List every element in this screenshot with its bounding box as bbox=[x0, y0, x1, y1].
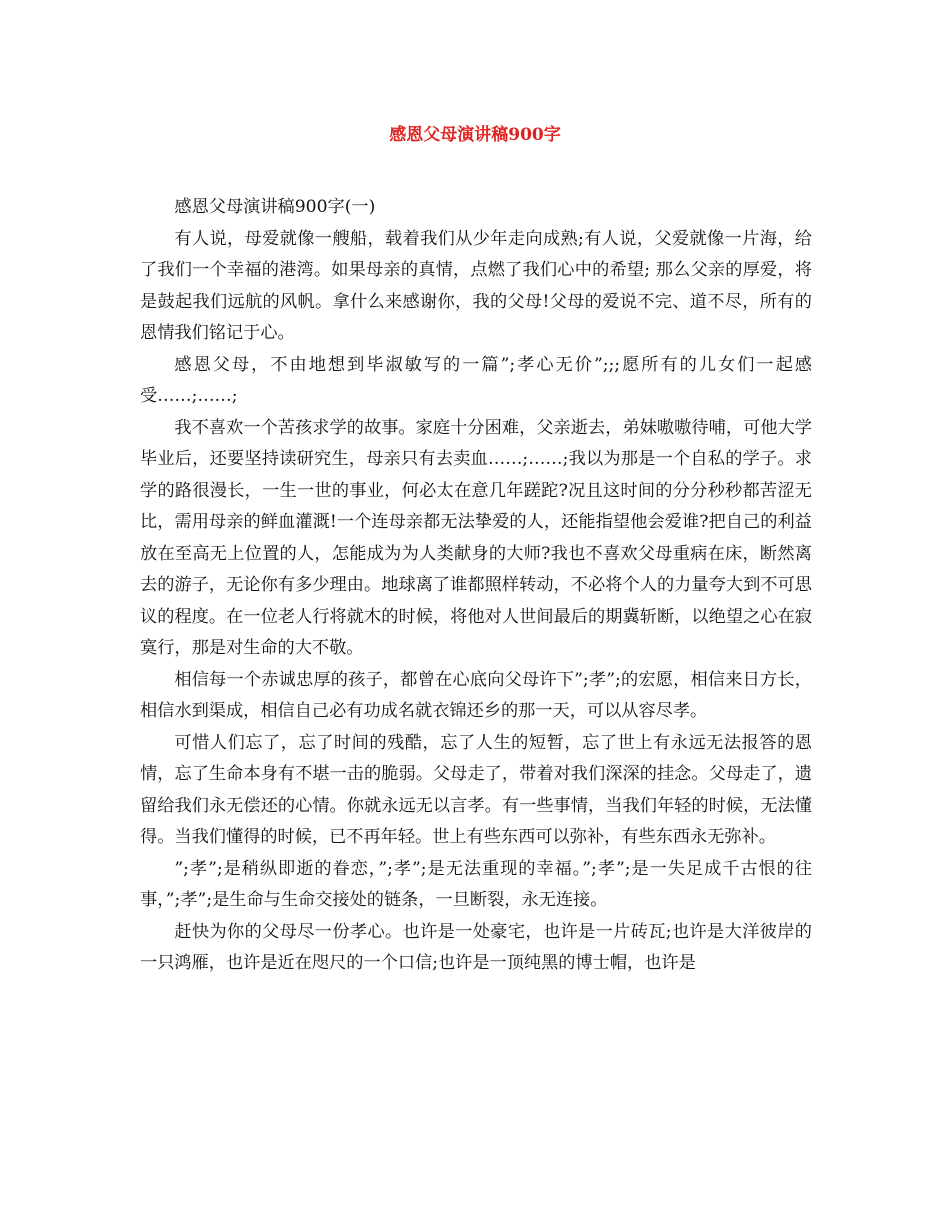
document-body bbox=[140, 192, 812, 980]
paragraph: 赶快为你的父母尽一份孝心。也许是一处豪宅，也许是一片砖瓦;也许是大洋彼岸的一只鸿雁，也许是近在咫尺的一个口信;也许是一顶纯黑的博士帽，也许是 bbox=[140, 921, 812, 973]
paragraph: ”;孝”;是稍纵即逝的眷恋，”;孝”;是无法重现的幸福。”;孝”;是一失足成千古恨的往事，”;孝”;是生命与生命交接处的链条，一旦断裂，永无连接。 bbox=[140, 858, 812, 910]
section-heading: 感恩父母演讲稿900字(一) bbox=[174, 197, 376, 217]
paragraph: 有人说，母爱就像一艘船，载着我们从少年走向成熟;有人说，父爱就像一片海，给了我们一个幸福的港湾。如果母亲的真情，点燃了我们心中的希望; 那么父亲的厚爱，将是鼓起我们远航的风帆。拿什么来感谢你，我的父母!父母的爱说不完、道不尽，所有的恩情我们铭记于心。 bbox=[140, 228, 812, 343]
paragraph: 相信每一个赤诚忠厚的孩子，都曾在心底向父母许下”;孝”;的宏愿，相信来日方长，相信水到渠成，相信自己必有功成名就衣锦还乡的那一天，可以从容尽孝。 bbox=[140, 669, 812, 721]
paragraph: 可惜人们忘了，忘了时间的残酷，忘了人生的短暂，忘了世上有永远无法报答的恩情，忘了生命本身有不堪一击的脆弱。父母走了，带着对我们深深的挂念。父母走了，遗留给我们永无偿还的心情。你就永远无以言孝。有一些事情，当我们年轻的时候，无法懂得。当我们懂得的时候，已不再年轻。世上有些东西可以弥补，有些东西永无弥补。 bbox=[140, 732, 812, 847]
document-title: 感恩父母演讲稿900字 bbox=[389, 125, 561, 145]
paragraph: 我不喜欢一个苦孩求学的故事。家庭十分困难，父亲逝去，弟妹嗷嗷待哺，可他大学毕业后，还要坚持读研究生，母亲只有去卖血……;……;我以为那是一个自私的学子。求学的路很漫长，一生一世的事业，何必太在意几年蹉跎?况且这时间的分分秒秒都苦涩无比，需用母亲的鲜血灌溉!一个连母亲都无法挚爱的人，还能指望他会爱谁?把自己的利益放在至高无上位置的人，怎能成为为人类献身的大师?我也不喜欢父母重病在床，断然离去的游子，无论你有多少理由。地球离了谁都照样转动，不必将个人的力量夸大到不可思议的程度。在一位老人行将就木的时候，将他对人世间最后的期冀斩断，以绝望之心在寂寞行，那是对生命的大不敬。 bbox=[140, 417, 812, 658]
paragraph: 感恩父母，不由地想到毕淑敏写的一篇”;孝心无价”;;;愿所有的儿女们一起感受……;……; bbox=[140, 354, 812, 406]
